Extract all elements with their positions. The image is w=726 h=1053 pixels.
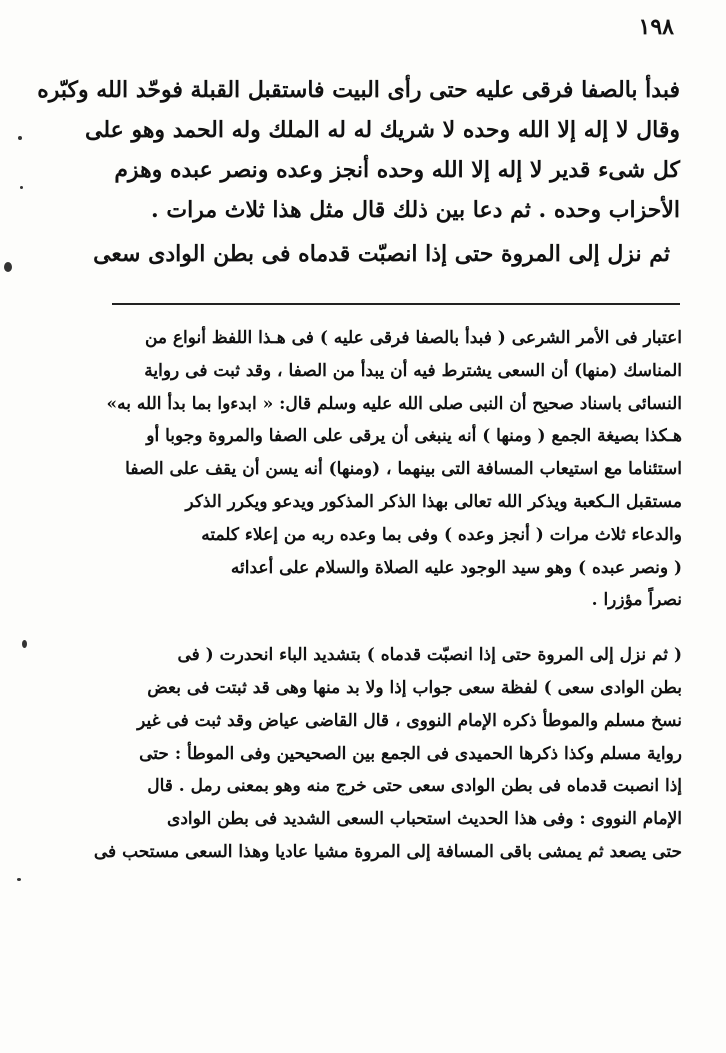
main-text-line: الأحزاب وحده . ثم دعا بين ذلك قال مثل هذا ثلاث مرات .: [151, 197, 680, 223]
commentary-line: نصراً مؤزرا .: [591, 590, 682, 611]
commentary-line: بطن الوادى سعى ) لفظة سعى جواب إذا ولا بد منها وهى قد ثبتت فى بعض: [147, 677, 682, 698]
commentary-line: الإمام النووى : وفى هذا الحديث استحباب السعى الشديد فى بطن الوادى: [167, 809, 682, 830]
commentary-line: المناسك (منها) أن السعى يشترط فيه أن يبدأ من الصفا ، وقد ثبت فى رواية: [144, 360, 682, 381]
main-text-line: كل شىء قدير لا إله إلا الله وحده أنجز وعده ونصر عبده وهزم: [114, 157, 680, 183]
margin-speck: [22, 640, 27, 648]
section-divider: [112, 303, 680, 305]
commentary-line: ( ثم نزل إلى المروة حتى إذا انصبّت قدماه ) بتشديد الباء انحدرت ( فى: [177, 645, 682, 666]
commentary-line: نسخ مسلم والموطأ ذكره الإمام النووى ، قال القاضى عياض وقد ثبت فى غير: [137, 710, 682, 731]
margin-speck: [17, 878, 21, 881]
commentary-line: إذا انصبت قدماه فى بطن الوادى سعى حتى خرج منه وهو بمعنى رمل . قال: [147, 776, 682, 797]
commentary-section: [93, 322, 682, 869]
main-text-line: فبدأ بالصفا فرقى عليه حتى رأى البيت فاستقبل القبلة فوحّد الله وكبّره: [37, 77, 680, 103]
commentary-line: مستقبل الـكعبة ويذكر الله تعالى بهذا الذكر المذكور ويدعو ويكرر الذكر: [185, 491, 682, 512]
commentary-paragraph-1: [106, 322, 682, 617]
commentary-line: اعتبار فى الأمر الشرعى ( فبدأ بالصفا فرقى عليه ) فى هـذا اللفظ أنواع من: [144, 328, 682, 348]
page-number: ١٩٨: [638, 14, 674, 40]
commentary-line: النسائى باسناد صحيح أن النبى صلى الله عليه وسلم قال: « ابدءوا بما بدأ الله به»: [106, 393, 682, 414]
commentary-line: هـكذا بصيغة الجمع ( ومنها ) أنه ينبغى أن يرقى على الصفا والمروة وجوبا أو: [146, 426, 682, 447]
commentary-line: استئناما مع استيعاب المسافة التى بينهما ، (ومنها) أنه يسن أن يقف على الصفا: [125, 459, 682, 480]
commentary-line: والدعاء ثلاث مرات ( أنجز وعده ) وفى بما وعده ربه من إعلاء كلمته: [201, 524, 682, 545]
commentary-paragraph-2: [93, 639, 682, 869]
commentary-line: ( ونصر عبده ) وهو سيد الوجود عليه الصلاة والسلام على أعدائه: [230, 557, 682, 578]
hadith-main-text: [37, 70, 680, 274]
main-text-line: ثم نزل إلى المروة حتى إذا انصبّت قدماه فى بطن الوادى سعى: [93, 241, 670, 267]
main-text-line: وقال لا إله إلا الله وحده لا شريك له له الملك وله الحمد وهو على: [85, 117, 680, 143]
commentary-line: حتى يصعد ثم يمشى باقى المسافة إلى المروة مشيا عاديا وهذا السعى مستحب فى: [93, 841, 682, 862]
margin-speck: [4, 262, 12, 272]
margin-speck: [18, 136, 22, 140]
commentary-line: رواية مسلم وكذا ذكرها الحميدى فى الجمع بين الصحيحين وفى الموطأ : حتى: [139, 743, 682, 764]
margin-speck: [20, 186, 23, 189]
